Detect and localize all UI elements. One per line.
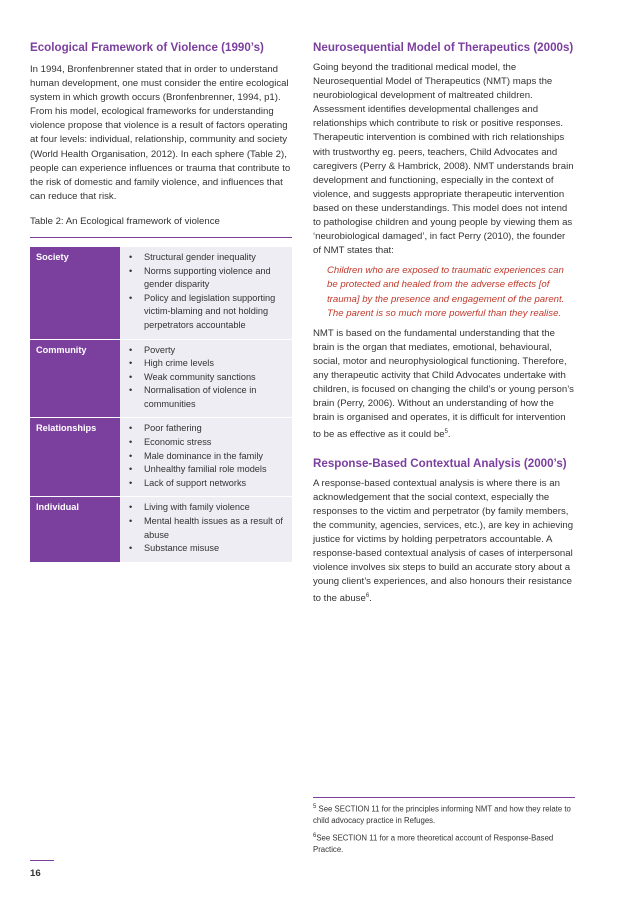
- row-items: [120, 418, 292, 497]
- page-number-rule: [30, 860, 54, 861]
- footnote-text: See SECTION 11 for the principles informing NMT and how they relate to child advocacy practice in Refuges.: [313, 804, 571, 825]
- row-items: [120, 497, 292, 562]
- list-item: • Policy and legislation supporting victim-blaming and not holding perpetrators accountable: [126, 292, 288, 333]
- nmt-heading: Neurosequential Model of Therapeutics (2000s): [313, 41, 574, 54]
- row-label-community: Community: [30, 339, 120, 418]
- list-item: • Male dominance in the family: [126, 450, 288, 464]
- table-row: [30, 247, 292, 339]
- footnote-ref-5: 5: [444, 429, 448, 436]
- footnote-6: [313, 831, 575, 855]
- list-item: • Structural gender inequality: [126, 251, 288, 265]
- list-item: • Poverty: [126, 344, 288, 358]
- list-item: • Mental health issues as a result of abuse: [126, 515, 288, 542]
- nmt-brain-text: NMT is based on the fundamental understanding that the brain is the organ that mediates, emotional, behavioural, social, motor and neurophysiological functioning. Therefore, any therapeutic activity that Child Advocates undertake with children, is focused on changing the child’s or young person’s brain (Perry, 2006). Without an understanding of how the brain is organised and operates, it is difficult for intervention to be as effective as it could be: [313, 327, 574, 441]
- list-item: • Living with family violence: [126, 501, 288, 515]
- row-label-relationships: Relationships: [30, 418, 120, 497]
- footnote-number: 6: [313, 833, 317, 840]
- ecological-intro-paragraph: In 1994, Bronfenbrenner stated that in order to understand human development, one must consider the entire ecological system in which growth occurs (Bronfenbrenner, 1994, p1). From his model, ecological frameworks for understanding violence propose that violence is a result of factors operating at four levels: individual, relationship, community and society (World Health Organisation, 2012). In each sphere (Table 2), people can experience influences or trauma that contribute to the risk of domestic and family violence, and influences that can reduce that risk.: [30, 64, 291, 202]
- perry-quote: Children who are exposed to traumatic experiences can be protected and healed from the adverse effects [of trauma] by the presence and engagement of the parent. The parent is so much more powerful than they realise.: [327, 265, 565, 319]
- footnotes: [313, 797, 575, 861]
- nmt-paragraph: Going beyond the traditional medical model, the Neurosequential Model of Therapeutics (NMT) maps the neurobiological development of maltreated children. Assessment identifies developmental challenges and relationships which contribute to risk or positive responses. Therapeutic intervention is combined with rich relationships with trustworthy eg. peers, teachers, Child Advocates and caregivers (Perry & Hambrick, 2008). NMT understands brain development and functioning, especially in the context of violence, and suggests appropriate therapeutic intervention based on these understandings. This model does not intend to pathologise children and young people by viewing them as ‘neurobiological damaged’, in fact Perry (2010), the founder of NMT states that:: [313, 62, 574, 257]
- list-item: • Poor fathering: [126, 422, 288, 436]
- list-item: • High crime levels: [126, 357, 288, 371]
- table-row: [30, 339, 292, 418]
- response-based-heading: Response-Based Contextual Analysis (2000’s): [313, 456, 567, 470]
- footnote-ref-6: 6: [365, 593, 370, 600]
- row-items: [120, 247, 292, 339]
- page-number: 16: [30, 868, 41, 879]
- row-items: [120, 339, 292, 418]
- nmt-brain-paragraph: NMT is based on the fundamental understanding that the brain is the organ that mediates, emotional, behavioural, social, motor and neurophysiological functioning. Therefore, any therapeutic activity that Child Advocates undertake with children, is focused on changing the child’s or young person’s brain (Perry, 2006). Without an understanding of how the brain is organised and operates, it is difficult for intervention to be as effective as it could $be^5$.: [313, 327, 574, 441]
- row-label-society: Society: [30, 247, 120, 339]
- right-column: [313, 40, 575, 607]
- footnote-number: 5: [313, 804, 317, 810]
- left-column: [30, 40, 292, 563]
- footnote-text: See SECTION 11 for a more theoretical account of Response-Based Practice.: [313, 834, 554, 855]
- list-item: • Weak community sanctions: [126, 371, 288, 385]
- list-item: • Economic stress: [126, 436, 288, 450]
- row-label-individual: Individual: [30, 497, 120, 562]
- list-item: • Lack of support networks: [126, 477, 288, 491]
- response-based-paragraph: A response-based contextual analysis is where there is an acknowledgement that the social context, especially the responses to the victim and perpetrator (by family members, the community, agencies, services, etc.), are key in achieving justice for victims by holding perpetrators accountable. A response-based contextual analysis of cases of interpersonal violence involves six steps to build an accurate story about a young client’s experiences, and also honours their resistance to the abuse$^6$.: [313, 477, 574, 605]
- ecological-framework-heading: Ecological Framework of Violence (1990’s): [30, 41, 264, 54]
- table-caption: Table 2: An Ecological framework of violence: [30, 215, 292, 238]
- footnote-5: [313, 802, 575, 826]
- ecological-framework-table: [30, 247, 292, 563]
- list-item: • Norms supporting violence and gender disparity: [126, 265, 288, 292]
- response-based-text: A response-based contextual analysis is where there is an acknowledgement that the social context, especially the responses to the victim and perpetrator (by family members, the community, agencies, services, etc.), are key in achieving justice for victims by holding perpetrators accountable. A response-based contextual analysis of cases of interpersonal violence involves six steps to build an accurate story about a young client’s experiences, and also honours their resistance to the abuse: [313, 477, 574, 605]
- list-item: • Substance misuse: [126, 542, 288, 556]
- table-row: [30, 497, 292, 562]
- list-item: • Normalisation of violence in communities: [126, 384, 288, 411]
- list-item: • Unhealthy familial role models: [126, 463, 288, 477]
- table-row: [30, 418, 292, 497]
